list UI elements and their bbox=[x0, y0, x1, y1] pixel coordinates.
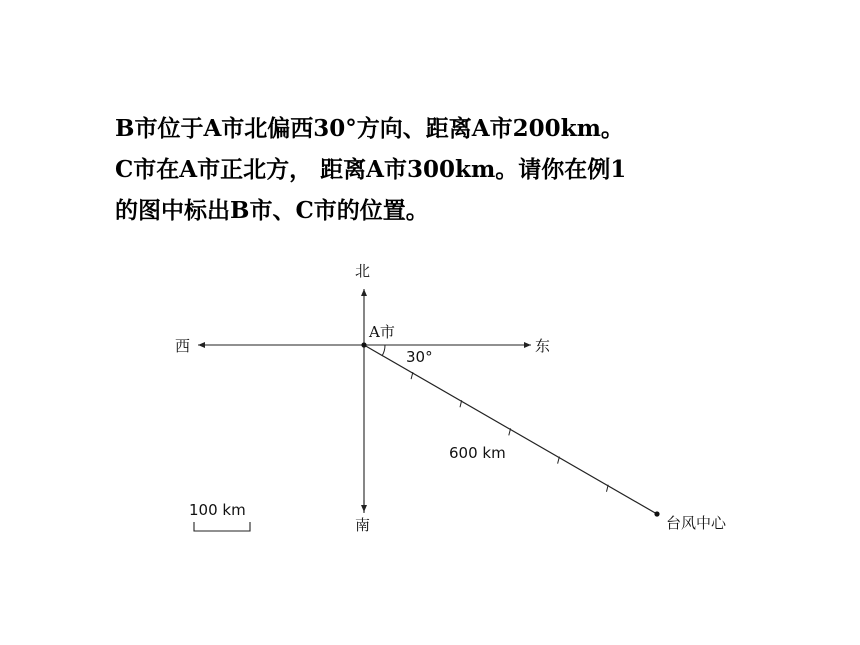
question-line-1: B市位于A市北偏西30°方向、距离A市200km。 bbox=[115, 115, 624, 142]
scale-bar bbox=[194, 522, 250, 531]
south-label: 南 bbox=[355, 516, 371, 534]
north-label: 北 bbox=[355, 262, 371, 280]
city-a-point bbox=[361, 342, 366, 347]
distance-ticks bbox=[411, 372, 608, 492]
question-line-2: C市在A市正北方， 距离A市300km。请你在例1 bbox=[115, 156, 627, 183]
question-line-3: 的图中标出B市、C市的位置。 bbox=[115, 197, 429, 224]
scale-label: 100 km bbox=[189, 501, 246, 519]
west-label: 西 bbox=[175, 337, 191, 355]
angle-label: 30° bbox=[406, 348, 433, 366]
typhoon-label: 台风中心 bbox=[666, 514, 727, 532]
typhoon-point bbox=[654, 511, 659, 516]
distance-label: 600 km bbox=[449, 444, 506, 462]
angle-arc bbox=[382, 345, 385, 356]
east-label: 东 bbox=[535, 337, 551, 355]
city-a-label: A市 bbox=[369, 323, 395, 341]
